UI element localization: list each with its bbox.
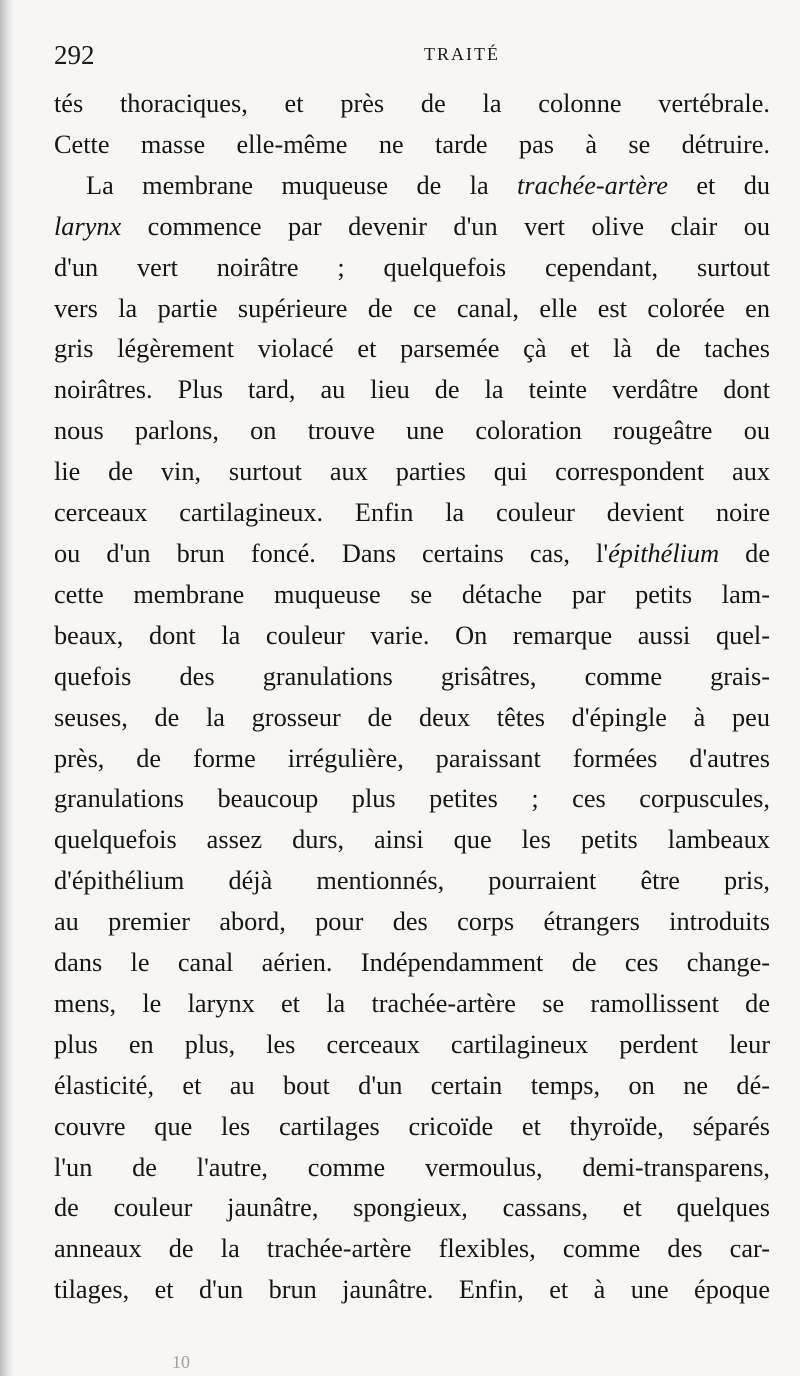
text-line: d'un vert noirâtre ; quelquefois cependant, surtout: [54, 252, 770, 282]
text-line: cerceaux cartilagineux. Enfin la couleur devient noire: [54, 498, 770, 528]
text-segment: commence par devenir d'un vert olive clair ou: [121, 211, 770, 241]
text-line: granulations beaucoup plus petites ; ces corpuscules,: [54, 784, 770, 814]
text-segment: La membrane muqueuse de la: [86, 170, 518, 200]
italic-term: trachée-artère: [517, 170, 668, 200]
page-gutter-shadow: [0, 0, 14, 1376]
text-line: noirâtres. Plus tard, au lieu de la teinte verdâtre dont: [54, 375, 770, 405]
text-line: quefois des granulations grisâtres, comme grais-: [54, 661, 770, 691]
italic-term: épithélium: [608, 538, 720, 568]
text-line: d'épithélium déjà mentionnés, pourraient être pris,: [54, 866, 770, 896]
text-line: lie de vin, surtout aux parties qui correspondent aux: [54, 457, 770, 487]
text-line: dans le canal aérien. Indépendamment de ces change-: [54, 948, 770, 978]
text-line: [54, 207, 770, 248]
text-line: [54, 534, 770, 575]
text-line: élasticité, et au bout d'un certain temps, on ne dé-: [54, 1070, 770, 1100]
text-line: quelquefois assez durs, ainsi que les petits lambeaux: [54, 825, 770, 855]
page-header: [54, 36, 770, 76]
text-line: plus en plus, les cerceaux cartilagineux perdent leur: [54, 1029, 770, 1059]
italic-term: larynx: [54, 211, 122, 241]
text-line: gris légèrement violacé et parsemée çà et là de taches: [54, 334, 770, 364]
text-segment: et du: [667, 170, 770, 200]
text-line: Cette masse elle-même ne tarde pas à se détruire.: [54, 129, 770, 159]
footer-mark: 10: [172, 1352, 190, 1372]
text-segment: ou d'un brun foncé. Dans certains cas, l': [54, 538, 609, 568]
text-line: mens, le larynx et la trachée-artère se ramollissent de: [54, 988, 770, 1018]
text-segment: de: [719, 538, 770, 568]
body-text: [54, 84, 770, 1311]
text-line: couvre que les cartilages cricoïde et thyroïde, séparés: [54, 1111, 770, 1141]
page-number: 292: [54, 40, 95, 70]
running-head: TRAITÉ: [424, 44, 500, 64]
text-line: de couleur jaunâtre, spongieux, cassans, et quelques: [54, 1193, 770, 1223]
text-line: anneaux de la trachée-artère flexibles, comme des car-: [54, 1234, 770, 1264]
text-line: seuses, de la grosseur de deux têtes d'épingle à peu: [54, 702, 770, 732]
text-line: tilages, et d'un brun jaunâtre. Enfin, et à une époque: [54, 1275, 770, 1305]
text-line: vers la partie supérieure de ce canal, elle est colorée en: [54, 293, 770, 323]
text-line: près, de forme irrégulière, paraissant formées d'autres: [54, 743, 770, 773]
text-line: [54, 166, 770, 207]
text-line: beaux, dont la couleur varie. On remarque aussi quel-: [54, 620, 770, 650]
text-line: cette membrane muqueuse se détache par petits lam-: [54, 579, 770, 609]
text-line: au premier abord, pour des corps étrangers introduits: [54, 907, 770, 937]
text-line: l'un de l'autre, comme vermoulus, demi-transparens,: [54, 1152, 770, 1182]
text-line: tés thoraciques, et près de la colonne vertébrale.: [54, 89, 770, 118]
text-line: nous parlons, on trouve une coloration rougeâtre ou: [54, 416, 770, 446]
